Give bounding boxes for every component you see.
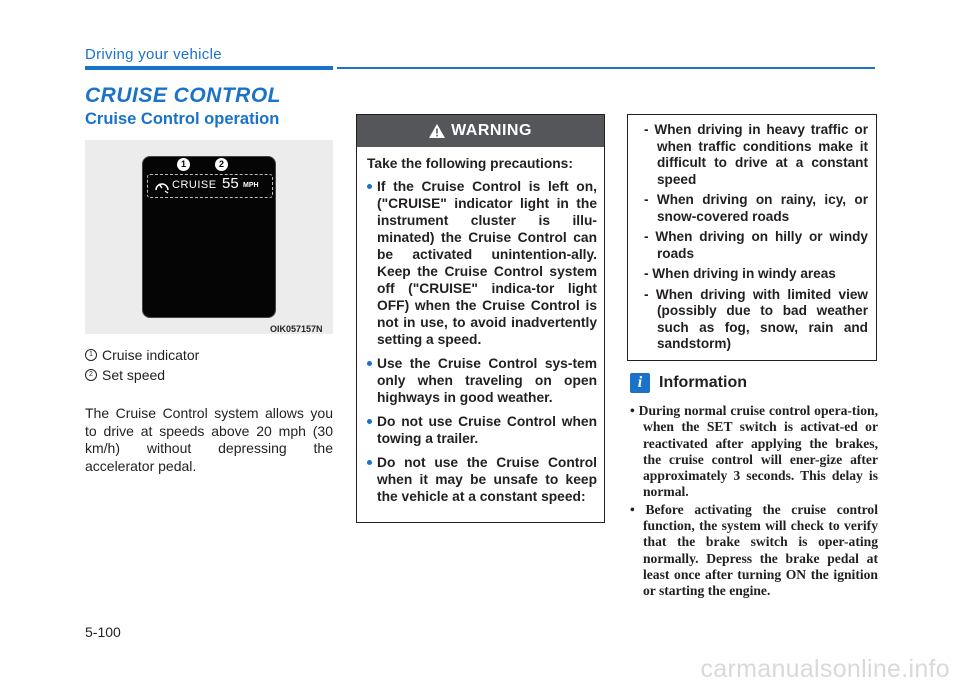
- information-item: • Before activating the cruise control function, the system will check to verify that the brake switch is oper-ating normally. Depress the brake pedal at least once after turning ON the ignition or starting the engine.: [630, 501, 878, 599]
- legend-text: Cruise indicator: [102, 347, 200, 363]
- condition-item: - When driving with limited view (possibly due to bad weather such as fog, snow, rain and sandstorm): [644, 286, 868, 351]
- cruise-indicator-icon: [154, 178, 170, 194]
- legend-text: Set speed: [102, 367, 166, 383]
- information-list: [630, 403, 878, 601]
- page-number: 5-100: [85, 624, 121, 640]
- legend-item: [85, 345, 199, 365]
- watermark-link[interactable]: carmanualsonline.info: [700, 655, 950, 683]
- page-title: CRUISE CONTROL: [85, 84, 281, 107]
- callout-2: 2: [215, 158, 228, 171]
- information-item: • During normal cruise control opera-tion, when the SET switch is activat-ed or reactivated after applying the brakes, the cruise control will ener-gize after approximately 3 seconds. This delay is normal.: [630, 403, 878, 500]
- legend-number: 2: [85, 369, 97, 381]
- section-header: Driving your vehicle: [85, 46, 222, 63]
- legend-number: 1: [85, 349, 97, 361]
- header-rule-thick: [85, 66, 333, 70]
- condition-item: - When driving on rainy, icy, or snow-covered roads: [644, 192, 868, 224]
- cruise-readout: [147, 174, 273, 198]
- warning-title: WARNING: [451, 122, 532, 139]
- warning-item: If the Cruise Control is left on, ("CRUISE" indicator light in the instrument cluster is illu-minated) the Cruise Control can be activated unintention-ally. Keep the Cruise Control system off ("CRUISE" indica-tor light OFF) when the Cruise Control is not in use, to avoid inadvertently setting a speed.: [367, 178, 597, 348]
- cluster-screen: [142, 156, 276, 318]
- set-speed-value: 55: [222, 175, 239, 192]
- warning-box: [356, 114, 605, 523]
- figure-legend: [85, 345, 199, 385]
- condition-item: - When driving in windy areas: [644, 266, 836, 281]
- condition-item: - When driving in heavy traffic or when traffic conditions make it difficult to drive at a constant speed: [644, 122, 868, 187]
- section-subtitle: Cruise Control operation: [85, 110, 280, 128]
- warning-body: [357, 147, 604, 505]
- cluster-figure: [85, 140, 333, 334]
- information-icon: i: [630, 373, 650, 393]
- callout-1: 1: [177, 158, 190, 171]
- condition-item: - When driving on hilly or windy roads: [644, 229, 868, 261]
- information-heading: [630, 373, 747, 393]
- header-rule-thin: [337, 67, 875, 69]
- warning-list: [367, 178, 597, 505]
- cruise-label: CRUISE: [172, 179, 217, 191]
- warning-item: Do not use Cruise Control when towing a trailer.: [367, 413, 597, 447]
- warning-header: [357, 115, 604, 147]
- warning-intro: Take the following precautions:: [367, 156, 573, 171]
- warning-triangle-icon: [429, 124, 445, 138]
- body-paragraph: The Cruise Control system allows you to drive at speeds above 20 mph (30 km/h) without depressing the accelerator pedal.: [85, 405, 333, 474]
- information-title: Information: [659, 374, 747, 391]
- legend-item: [85, 365, 199, 385]
- speed-unit: MPH: [243, 182, 259, 189]
- warning-item: Do not use the Cruise Control when it may be unsafe to keep the vehicle at a constant speed:: [367, 454, 597, 505]
- figure-code: OIK057157N: [270, 324, 323, 334]
- conditions-box: [627, 114, 877, 361]
- warning-item: Use the Cruise Control sys-tem only when traveling on open highways in good weather.: [367, 355, 597, 406]
